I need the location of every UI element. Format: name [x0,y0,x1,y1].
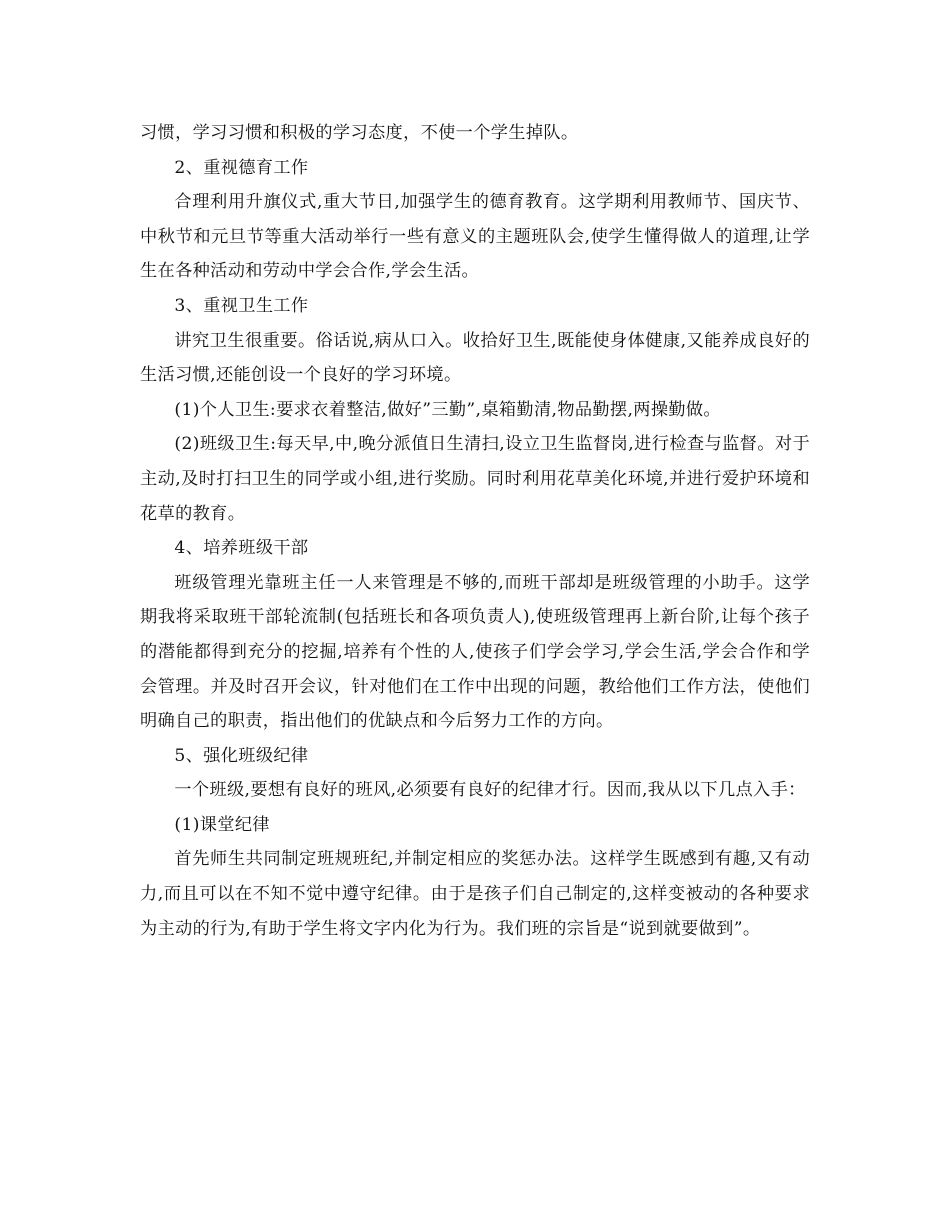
paragraph-class-cadres: 班级管理光靠班主任一人来管理是不够的,而班干部却是班级管理的小助手。这学期我将采取班干部轮流制(包括班长和各项负责人),使班级管理再上新台阶,让每个孩子的潜能都得到充分的挖掘,培养有个性的人,使孩子们学会学习,学会生活,学会合作和学会管理。并及时召开会议，针对他们在工作中出现的问题，教给他们工作方法，使他们明确自己的职责，指出他们的优缺点和今后努力工作的方向。 [140,572,810,732]
paragraph-classroom-discipline: 首先师生共同制定班规班纪,并制定相应的奖惩办法。这样学生既感到有趣,又有动力,而且可以在不知不觉中遵守纪律。由于是孩子们自己制定的,这样变被动的各种要求为主动的行为,有助于学生将文字内化为行为。我们班的宗旨是“说到就要做到”。 [140,849,810,939]
paragraph-discipline: 一个班级,要想有良好的班风,必须要有良好的纪律才行。因而,我从以下几点入手： [174,780,806,801]
paragraph-class-hygiene: (2)班级卫生:每天早,中,晚分派值日生清扫,设立卫生监督岗,进行检查与监督。对于主动,及时打扫卫生的同学或小组,进行奖励。同时利用花草美化环境,并进行爱护环境和花草的教育。 [140,434,810,524]
paragraph-hygiene: 讲究卫生很重要。俗话说,病从口入。收拾好卫生,既能使身体健康,又能养成良好的生活习惯,还能创设一个良好的学习环境。 [140,330,810,386]
paragraph-personal-hygiene: (1)个人卫生:要求衣着整洁,做好”三勤”,桌箱勤清,物品勤摆,两操勤做。 [174,399,721,420]
heading-discipline: 5、强化班级纪律 [174,745,309,766]
subheading-classroom-discipline: (1)课堂纪律 [174,814,270,835]
paragraph-continuation: 习惯，学习习惯和积极的学习态度，不使一个学生掉队。 [140,123,579,143]
heading-class-cadres: 4、培养班级干部 [174,538,309,559]
paragraph-moral-education: 合理利用升旗仪式,重大节日,加强学生的德育教育。这学期利用教师节、国庆节、中秋节和元旦节等重大活动举行一些有意义的主题班队会,使学生懂得做人的道理,让学生在各种活动和劳动中学会合作,学会生活。 [140,192,810,282]
document-body [140,116,810,946]
heading-moral-education: 2、重视德育工作 [174,157,309,178]
heading-hygiene: 3、重视卫生工作 [174,295,309,316]
